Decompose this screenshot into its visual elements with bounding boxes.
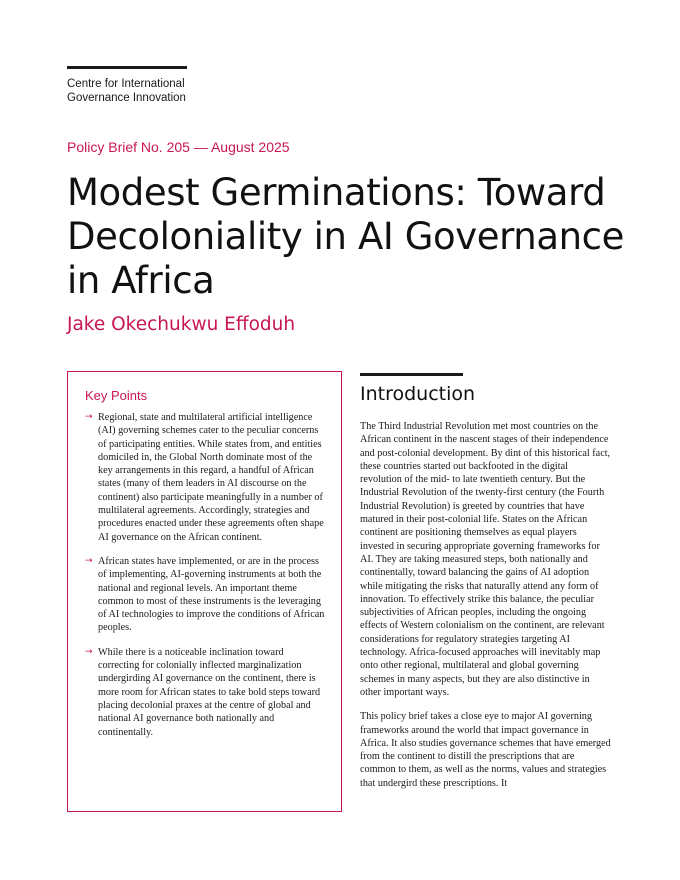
key-point-text: Regional, state and multilateral artificial intelligence (AI) governing schemes cater to the peculiar concerns of participating entities. While states from, and entities domiciled in, the Global North dominate most of the key arrangements in this regard, a handful of African states (many of them leaders in AI discourse on the continent) also participate meaningfully in a number of multilateral agreements. Accordingly, strategies and procedures enacted under these agreements often shape AI governance on the African continent. [98, 412, 324, 543]
series-label: Policy Brief No. 205 — August 2025 [67, 139, 290, 155]
key-point-text: While there is a noticeable inclination toward correcting for colonially inflected marginalization undergirding AI governance on the continent, there is more room for African states to take bold steps toward placing decolonial praxes at the centre of global and national AI governance both nationally and continentally. [98, 646, 321, 738]
introduction-paragraph: This policy brief takes a close eye to major AI governing frameworks around the world that impact governance in Africa. It also studies governance schemes that have emerged from the continent to distill the prescriptions that are common to them, as well as the norms, values and strategies that undergird these prescriptions. It [360, 711, 611, 789]
logo-rule [67, 66, 187, 69]
key-points-list [85, 411, 325, 739]
logo-line-2: Governance Innovation [67, 92, 186, 104]
introduction-heading: Introduction [360, 383, 476, 405]
arrow-right-icon: → [85, 646, 93, 657]
arrow-right-icon: → [85, 555, 93, 566]
author-name: Jake Okechukwu Effoduh [67, 314, 296, 335]
introduction-rule [360, 373, 463, 376]
key-points-box [67, 371, 342, 812]
introduction-body [360, 420, 612, 801]
key-point-item [85, 555, 325, 635]
logo-line-1: Centre for International [67, 78, 185, 90]
introduction-paragraph: The Third Industrial Revolution met most countries on the African continent in the nascent stages of their independence and post-colonial development. By dint of this historical fact, these countries started out backfooted in the digital revolution of the mid- to late twentieth century. But the Industrial Revolution of the twenty-first century (the Fourth Industrial Revolution) is greeted by countries that have matured in their post-colonial life. States on the African continent are positioning themselves as equal players invested in securing appropriate governing frameworks for AI. They are taking measured steps, both nationally and continentally, toward balancing the gains of AI adoption while mitigating the risks that naturally attend any form of innovation. To effectively strike this balance, the peculiar subjectivities of African peoples, including the ongoing effects of Western colonialism on the continent, are relevant considerations for regulatory strategies targeting AI technology. Africa-focused approaches will inevitably map onto other regional, multilateral and global governing schemes in many aspects, but they are also distinctive in other important ways. [360, 421, 611, 698]
key-points-heading: Key Points [85, 388, 148, 403]
cigi-logo [67, 77, 186, 105]
key-point-text: African states have implemented, or are in the process of implementing, AI-governing instruments at both the national and regional levels. An important theme common to most of these instruments is the leveraging of AI technologies to improve the conditions of African peoples. [98, 555, 325, 634]
arrow-right-icon: → [85, 412, 93, 422]
key-point-item [85, 646, 325, 739]
page-title: Modest Germinations: Toward Decoloniality in AI Governance in Africa [67, 171, 624, 302]
key-point-item [85, 411, 325, 544]
